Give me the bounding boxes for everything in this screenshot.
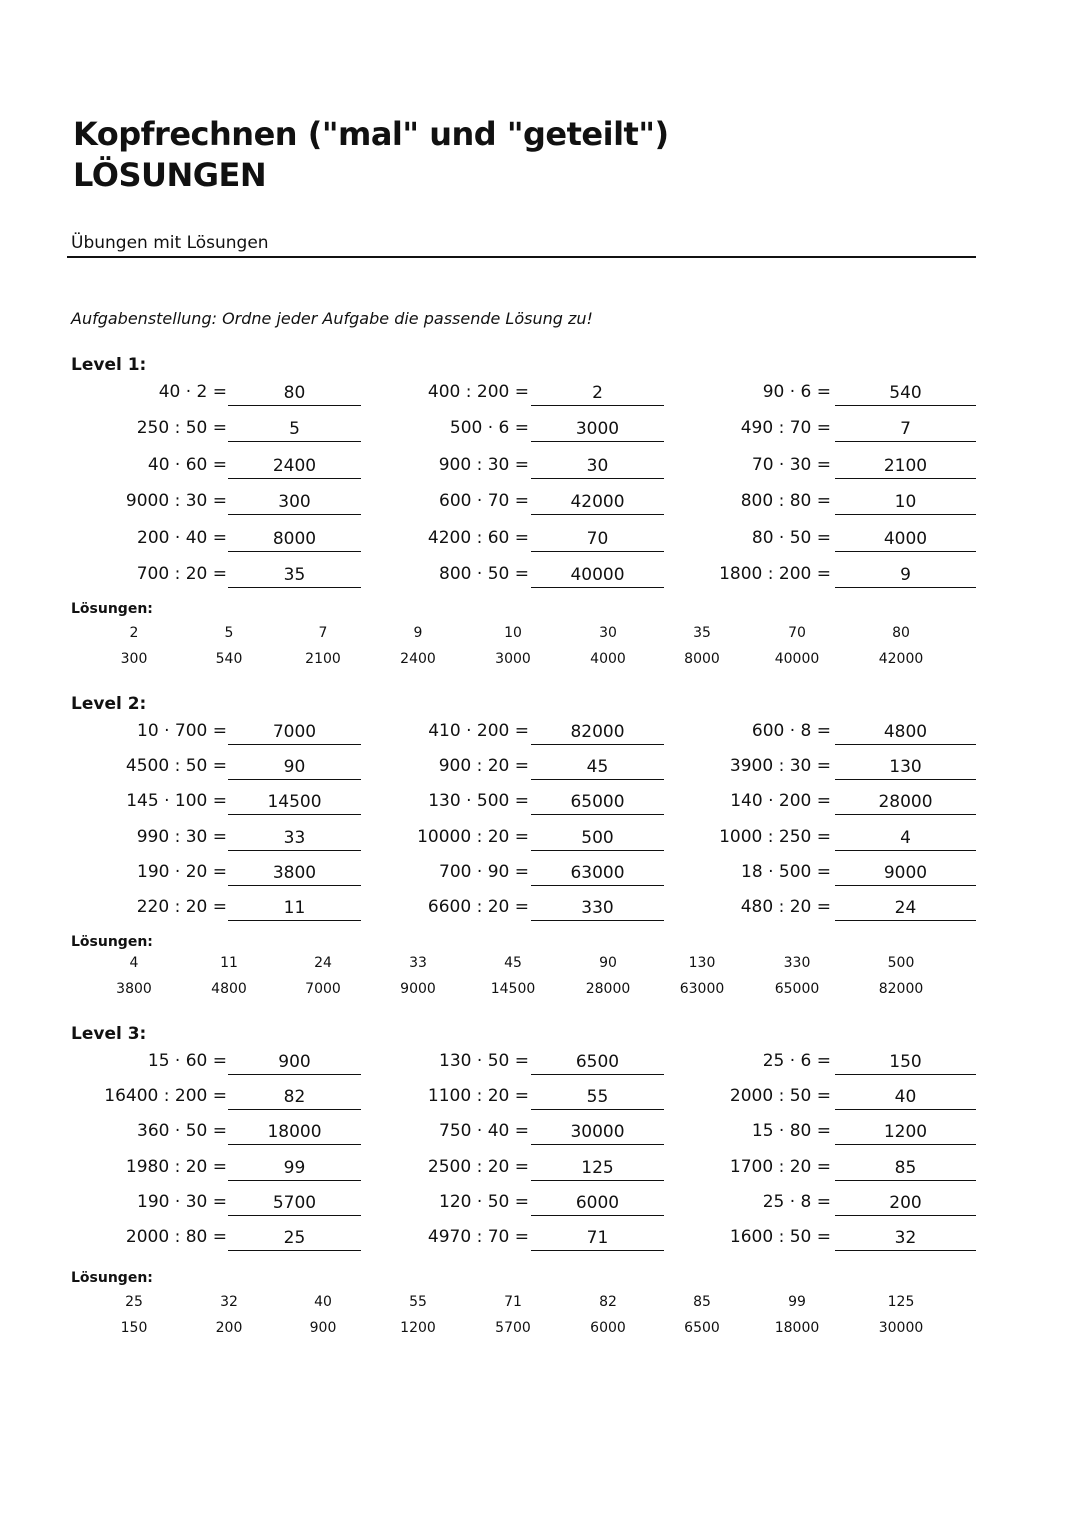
exercise-question: 700 · 90 =	[439, 861, 529, 882]
answer-field[interactable]: 70	[531, 528, 664, 552]
exercise-question: 900 : 20 =	[438, 756, 529, 777]
exercise-question: 700 : 20 =	[136, 564, 227, 584]
page-title	[73, 114, 669, 196]
exercise-question: 2000 : 50 =	[729, 1086, 831, 1107]
exercise-question: 15 · 60 =	[147, 1051, 227, 1071]
exercise-question: 1700 : 20 =	[729, 1156, 831, 1177]
solution-value: 82	[599, 1294, 617, 1310]
exercise-question: 600 · 8 =	[751, 721, 831, 741]
solution-value: 70	[788, 625, 806, 641]
solution-value: 35	[693, 625, 711, 641]
solutions-label: Lösungen:	[71, 934, 153, 950]
exercise-question: 90 · 6 =	[762, 382, 831, 402]
answer-field[interactable]: 85	[835, 1157, 976, 1181]
answer-field[interactable]: 24	[835, 897, 976, 921]
solution-value: 11	[220, 955, 238, 971]
solution-value: 18000	[774, 1320, 820, 1336]
exercise-question: 80 · 50 =	[751, 527, 831, 548]
answer-field[interactable]: 2400	[228, 455, 361, 479]
answer-field[interactable]: 80	[228, 382, 361, 406]
solution-value: 33	[409, 955, 427, 971]
solution-value: 45	[504, 955, 522, 971]
answer-field[interactable]: 30	[531, 455, 664, 479]
solution-value: 63000	[679, 981, 725, 997]
answer-field[interactable]: 40000	[531, 564, 664, 588]
exercise-question: 16400 : 200 =	[104, 1086, 227, 1107]
level-heading: Level 1:	[71, 355, 147, 375]
exercise-question: 10 · 700 =	[137, 721, 227, 741]
exercise-question: 6600 : 20 =	[427, 897, 529, 917]
solution-value: 32	[220, 1294, 238, 1310]
level-section	[0, 355, 1080, 687]
exercise-question: 900 : 30 =	[438, 454, 529, 475]
instruction: Aufgabenstellung: Ordne jeder Aufgabe die passende Lösung zu!	[71, 309, 593, 328]
answer-field[interactable]: 130	[835, 756, 976, 780]
solution-value: 71	[504, 1294, 522, 1310]
answer-field[interactable]: 65000	[531, 791, 664, 815]
exercise-question: 3900 : 30 =	[729, 756, 831, 777]
solution-value: 2400	[400, 651, 436, 667]
answer-field[interactable]: 7000	[228, 721, 361, 745]
solution-value: 40	[314, 1294, 332, 1310]
exercise-question: 145 · 100 =	[126, 791, 227, 812]
solution-value: 4000	[590, 651, 626, 667]
exercise-question: 220 : 20 =	[136, 897, 227, 917]
exercise-question: 190 · 20 =	[137, 861, 227, 882]
exercise-question: 600 · 70 =	[439, 491, 529, 512]
exercise-question: 800 : 80 =	[740, 491, 831, 512]
title-line-2: LÖSUNGEN	[73, 156, 267, 194]
exercise-question: 18 · 500 =	[741, 861, 831, 882]
solution-value: 150	[120, 1320, 148, 1336]
answer-field[interactable]: 32	[835, 1227, 976, 1251]
solution-value: 90	[599, 955, 617, 971]
exercise-question: 15 · 80 =	[751, 1121, 831, 1142]
solution-value: 3800	[116, 981, 152, 997]
answer-field[interactable]: 7	[835, 418, 976, 442]
solution-value: 4800	[211, 981, 247, 997]
exercise-question: 120 · 50 =	[439, 1191, 529, 1212]
solution-value: 5	[224, 625, 234, 641]
solution-value: 55	[409, 1294, 427, 1310]
solution-value: 6000	[590, 1320, 626, 1336]
answer-field[interactable]: 200	[835, 1192, 976, 1216]
solution-value: 82000	[878, 981, 924, 997]
answer-field[interactable]: 33	[228, 827, 361, 851]
exercise-question: 4200 : 60 =	[427, 527, 529, 548]
solution-value: 65000	[774, 981, 820, 997]
solution-value: 3000	[495, 651, 531, 667]
solution-value: 30000	[878, 1320, 924, 1336]
exercise-question: 990 : 30 =	[136, 826, 227, 847]
exercise-question: 360 · 50 =	[137, 1121, 227, 1142]
answer-field[interactable]: 4800	[835, 721, 976, 745]
exercise-question: 140 · 200 =	[730, 791, 831, 812]
solution-value: 1200	[400, 1320, 436, 1336]
solutions-label: Lösungen:	[71, 601, 153, 617]
answer-field[interactable]: 18000	[228, 1121, 361, 1145]
answer-field[interactable]: 42000	[531, 491, 664, 515]
solution-value: 540	[215, 651, 243, 667]
answer-field[interactable]: 71	[531, 1227, 664, 1251]
subtitle: Übungen mit Lösungen	[71, 233, 269, 253]
answer-field[interactable]: 6500	[531, 1051, 664, 1075]
solution-value: 30	[599, 625, 617, 641]
exercise-question: 190 · 30 =	[137, 1191, 227, 1212]
solution-value: 40000	[774, 651, 820, 667]
solution-value: 99	[788, 1294, 806, 1310]
solutions-label: Lösungen:	[71, 1270, 153, 1286]
answer-field[interactable]: 35	[228, 564, 361, 588]
solution-value: 500	[887, 955, 915, 971]
exercise-question: 1600 : 50 =	[729, 1227, 831, 1247]
answer-field[interactable]: 500	[531, 827, 664, 851]
solution-value: 85	[693, 1294, 711, 1310]
solution-value: 130	[688, 955, 716, 971]
solution-value: 6500	[684, 1320, 720, 1336]
answer-field[interactable]: 9	[835, 564, 976, 588]
level-heading: Level 2:	[71, 694, 147, 714]
solution-value: 9000	[400, 981, 436, 997]
exercise-question: 800 · 50 =	[439, 564, 529, 584]
exercise-question: 490 : 70 =	[740, 418, 831, 439]
exercise-question: 480 : 20 =	[740, 897, 831, 917]
solution-value: 4	[129, 955, 139, 971]
exercise-question: 500 · 6 =	[449, 418, 529, 439]
answer-field[interactable]: 2	[531, 382, 664, 406]
answer-field[interactable]: 150	[835, 1051, 976, 1075]
exercise-question: 410 · 200 =	[428, 721, 529, 741]
exercise-question: 9000 : 30 =	[125, 491, 227, 512]
answer-field[interactable]: 900	[228, 1051, 361, 1075]
solution-value: 24	[314, 955, 332, 971]
answer-field[interactable]: 4000	[835, 528, 976, 552]
answer-field[interactable]: 82000	[531, 721, 664, 745]
solution-value: 7000	[305, 981, 341, 997]
solution-value: 125	[887, 1294, 915, 1310]
exercise-question: 4970 : 70 =	[427, 1227, 529, 1247]
solution-value: 900	[309, 1320, 337, 1336]
exercise-question: 10000 : 20 =	[417, 826, 529, 847]
exercise-question: 2500 : 20 =	[427, 1156, 529, 1177]
answer-field[interactable]: 5700	[228, 1192, 361, 1216]
exercise-question: 200 · 40 =	[137, 527, 227, 548]
solution-value: 14500	[490, 981, 536, 997]
answer-field[interactable]: 25	[228, 1227, 361, 1251]
answer-field[interactable]: 300	[228, 491, 361, 515]
exercise-question: 130 · 50 =	[439, 1051, 529, 1071]
answer-field[interactable]: 63000	[531, 862, 664, 886]
divider	[67, 256, 976, 258]
exercise-question: 70 · 30 =	[751, 454, 831, 475]
solution-value: 7	[318, 625, 328, 641]
exercise-question: 40 · 60 =	[147, 454, 227, 475]
answer-field[interactable]: 3800	[228, 862, 361, 886]
solution-value: 25	[125, 1294, 143, 1310]
exercise-question: 1000 : 250 =	[719, 826, 831, 847]
solution-value: 2100	[305, 651, 341, 667]
solution-value: 8000	[684, 651, 720, 667]
solution-value: 42000	[878, 651, 924, 667]
exercise-question: 1980 : 20 =	[125, 1156, 227, 1177]
answer-field[interactable]: 1200	[835, 1121, 976, 1145]
answer-field[interactable]: 5	[228, 418, 361, 442]
exercise-question: 40 · 2 =	[158, 382, 227, 402]
solution-value: 9	[413, 625, 423, 641]
answer-field[interactable]: 40	[835, 1086, 976, 1110]
answer-field[interactable]: 10	[835, 491, 976, 515]
answer-field[interactable]: 30000	[531, 1121, 664, 1145]
answer-field[interactable]: 28000	[835, 791, 976, 815]
exercise-question: 250 : 50 =	[136, 418, 227, 439]
answer-field[interactable]: 4	[835, 827, 976, 851]
level-heading: Level 3:	[71, 1024, 147, 1044]
answer-field[interactable]: 330	[531, 897, 664, 921]
answer-field[interactable]: 540	[835, 382, 976, 406]
solution-value: 2	[129, 625, 139, 641]
answer-field[interactable]: 6000	[531, 1192, 664, 1216]
answer-field[interactable]: 3000	[531, 418, 664, 442]
exercise-question: 2000 : 80 =	[125, 1227, 227, 1247]
exercise-question: 4500 : 50 =	[125, 756, 227, 777]
exercise-question: 130 · 500 =	[428, 791, 529, 812]
exercise-question: 1100 : 20 =	[427, 1086, 529, 1107]
answer-field[interactable]: 99	[228, 1157, 361, 1181]
solution-value: 10	[504, 625, 522, 641]
level-section	[0, 694, 1080, 1026]
solution-value: 300	[120, 651, 148, 667]
solution-value: 28000	[585, 981, 631, 997]
answer-field[interactable]: 55	[531, 1086, 664, 1110]
answer-field[interactable]: 2100	[835, 455, 976, 479]
exercise-question: 1800 : 200 =	[719, 564, 831, 584]
solution-value: 80	[892, 625, 910, 641]
exercise-question: 750 · 40 =	[439, 1121, 529, 1142]
level-section	[0, 1024, 1080, 1356]
answer-field[interactable]: 82	[228, 1086, 361, 1110]
answer-field[interactable]: 11	[228, 897, 361, 921]
answer-field[interactable]: 125	[531, 1157, 664, 1181]
solution-value: 330	[783, 955, 811, 971]
exercise-question: 25 · 8 =	[762, 1191, 831, 1212]
title-line-1: Kopfrechnen ("mal" und "geteilt")	[73, 115, 669, 153]
answer-field[interactable]: 8000	[228, 528, 361, 552]
exercise-question: 25 · 6 =	[762, 1051, 831, 1071]
answer-field[interactable]: 45	[531, 756, 664, 780]
exercise-question: 400 : 200 =	[427, 382, 529, 402]
solution-value: 5700	[495, 1320, 531, 1336]
solution-value: 200	[215, 1320, 243, 1336]
answer-field[interactable]: 90	[228, 756, 361, 780]
answer-field[interactable]: 14500	[228, 791, 361, 815]
answer-field[interactable]: 9000	[835, 862, 976, 886]
